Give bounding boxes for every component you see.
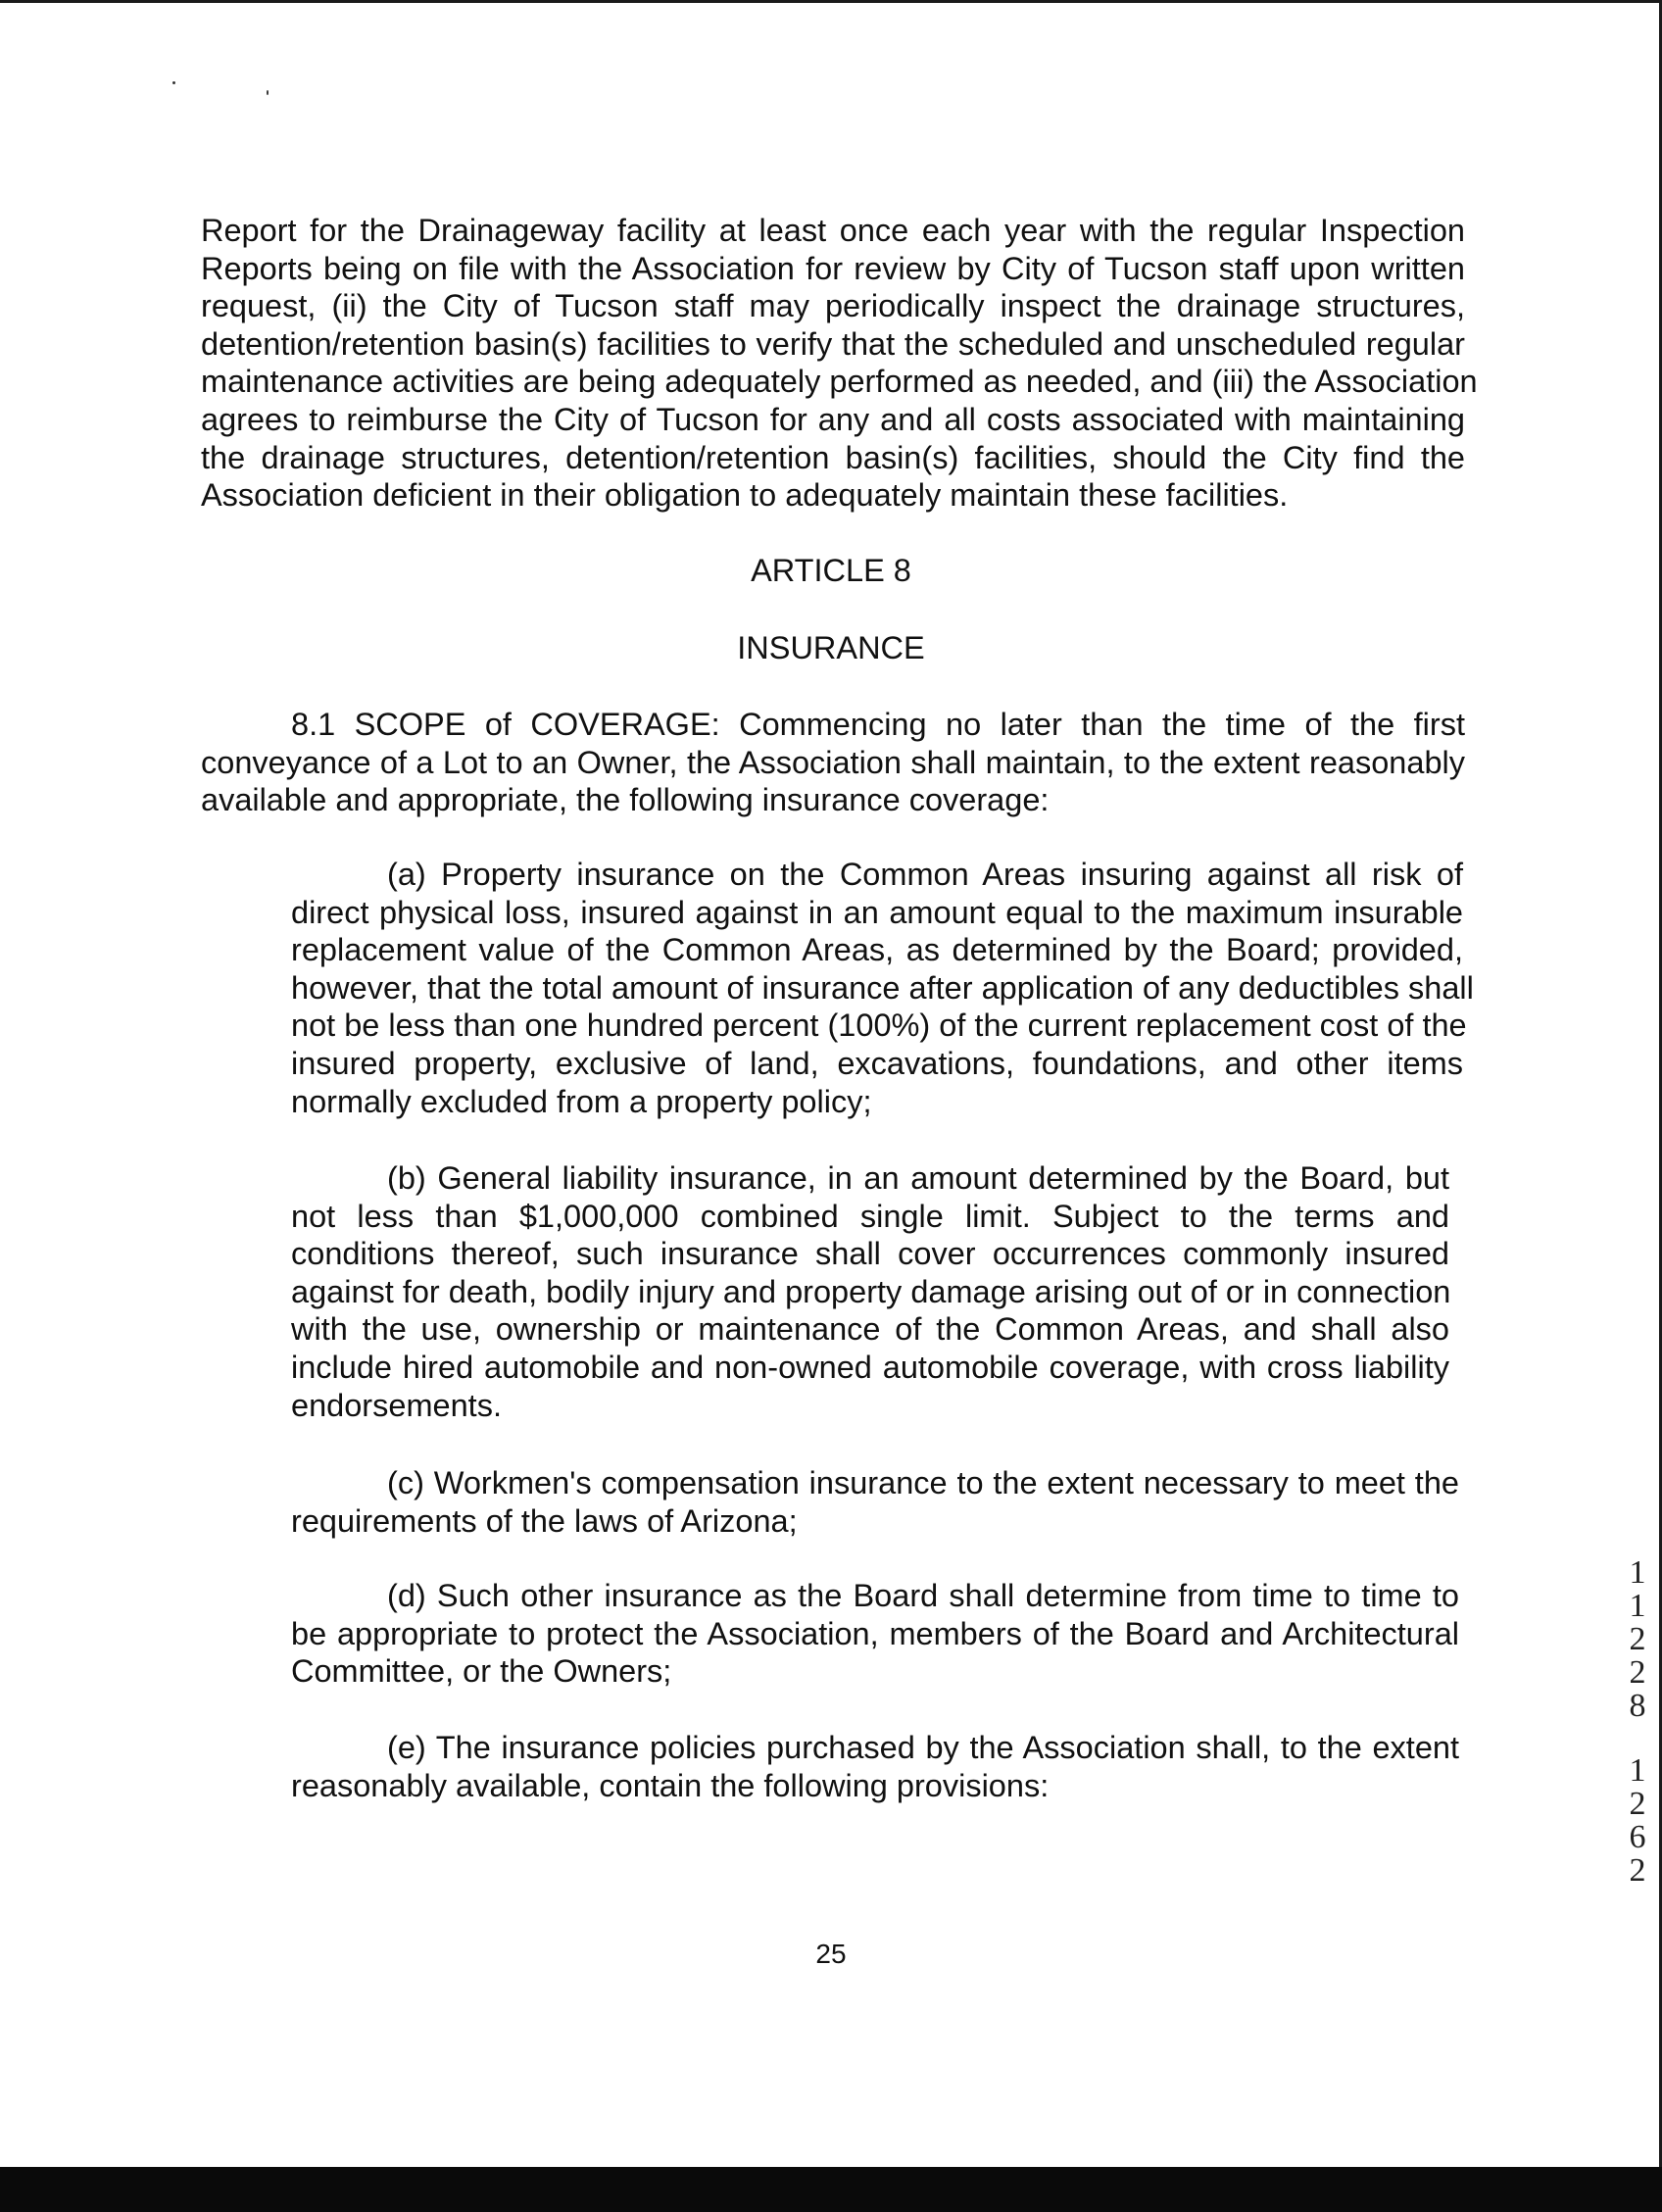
- item-line: (e) The insurance policies purchased by the Association shall, to the extent: [387, 1730, 1459, 1765]
- item-line: (d) Such other insurance as the Board shall determine from time to time to: [387, 1578, 1459, 1613]
- paragraph-line: Reports being on file with the Association for review by City of Tucson staff upon written: [201, 250, 1465, 286]
- section-8-1: [201, 706, 1465, 819]
- paragraph-line: request, (ii) the City of Tucson staff may periodically inspect the drainage structures,: [201, 288, 1465, 324]
- stamp-digit: 2: [1629, 1852, 1646, 1889]
- item-line: requirements of the laws of Arizona;: [291, 1502, 798, 1539]
- section-line: available and appropriate, the following insurance coverage:: [201, 782, 1050, 818]
- scan-border-top: [0, 0, 1662, 3]
- item-line: endorsements.: [291, 1387, 502, 1423]
- scan-border-bottom: [0, 2167, 1662, 2212]
- item-c: [291, 1464, 1459, 1540]
- item-b: [291, 1159, 1449, 1424]
- item-line: against for death, bodily injury and property damage arising out of or in connection: [291, 1273, 1451, 1309]
- paragraph-line: agrees to reimburse the City of Tucson for any and all costs associated with maintaining: [201, 401, 1465, 437]
- item-line: normally excluded from a property policy;: [291, 1083, 872, 1119]
- section-line: conveyance of a Lot to an Owner, the Association shall maintain, to the extent reasonably: [201, 744, 1465, 780]
- item-line: not be less than one hundred percent (100%) of the current replacement cost of the: [291, 1008, 1467, 1044]
- article-title: INSURANCE: [737, 630, 925, 665]
- stamp-digit: 1: [1629, 1588, 1646, 1624]
- item-line: with the use, ownership or maintenance of the Common Areas, and shall also: [291, 1311, 1449, 1348]
- stamp-digit: 8: [1629, 1688, 1646, 1724]
- item-line: (a) Property insurance on the Common Areas insuring against all risk of: [387, 857, 1463, 892]
- item-e: [291, 1729, 1459, 1804]
- stamp-digit: 2: [1629, 1786, 1646, 1822]
- article-heading: ARTICLE 8: [751, 553, 911, 588]
- paragraph-line: the drainage structures, detention/retention basin(s) facilities, should the City find the: [201, 439, 1465, 475]
- stamp-digit: 2: [1629, 1654, 1646, 1691]
- continuation-paragraph: [201, 212, 1478, 515]
- page-number: 25: [815, 1939, 847, 1969]
- item-line: not less than $1,000,000 combined single limit. Subject to the terms and: [291, 1198, 1449, 1234]
- item-line: direct physical loss, insured against in an amount equal to the maximum insurable: [291, 894, 1463, 930]
- scan-speck: [267, 90, 269, 95]
- item-line: include hired automobile and non-owned automobile coverage, with cross liability: [291, 1349, 1449, 1385]
- paragraph-line: maintenance activities are being adequately performed as needed, and (iii) the Association: [201, 364, 1478, 400]
- section-line: 8.1 SCOPE of COVERAGE: Commencing no later than the time of the first: [291, 707, 1465, 742]
- item-line: Committee, or the Owners;: [291, 1653, 672, 1690]
- stamp-digit: 6: [1629, 1819, 1646, 1855]
- item-line: (b) General liability insurance, in an amount determined by the Board, but: [387, 1160, 1449, 1196]
- paragraph-line: Report for the Drainageway facility at least once each year with the regular Inspection: [201, 213, 1465, 248]
- scan-speck: [172, 81, 175, 84]
- item-a: [291, 856, 1474, 1120]
- item-line: however, that the total amount of insurance after application of any deductibles shall: [291, 969, 1474, 1006]
- margin-stamp-group-2: [1623, 1754, 1652, 1888]
- paragraph-line: detention/retention basin(s) facilities to verify that the scheduled and unscheduled regular: [201, 325, 1465, 362]
- paragraph-line: Association deficient in their obligation to adequately maintain these facilities.: [201, 477, 1289, 514]
- stamp-digit: 1: [1629, 1752, 1646, 1789]
- stamp-digit: 2: [1629, 1621, 1646, 1657]
- item-line: reasonably available, contain the following provisions:: [291, 1767, 1050, 1803]
- item-line: conditions thereof, such insurance shall cover occurrences commonly insured: [291, 1236, 1449, 1272]
- item-line: replacement value of the Common Areas, as determined by the Board; provided,: [291, 932, 1463, 968]
- item-line: be appropriate to protect the Association, members of the Board and Architectural: [291, 1615, 1459, 1651]
- stamp-digit: 1: [1629, 1554, 1646, 1591]
- item-line: (c) Workmen's compensation insurance to the extent necessary to meet the: [387, 1465, 1459, 1500]
- margin-stamp-group-1: [1623, 1556, 1652, 1723]
- item-line: insured property, exclusive of land, excavations, foundations, and other items: [291, 1045, 1463, 1081]
- item-d: [291, 1577, 1459, 1691]
